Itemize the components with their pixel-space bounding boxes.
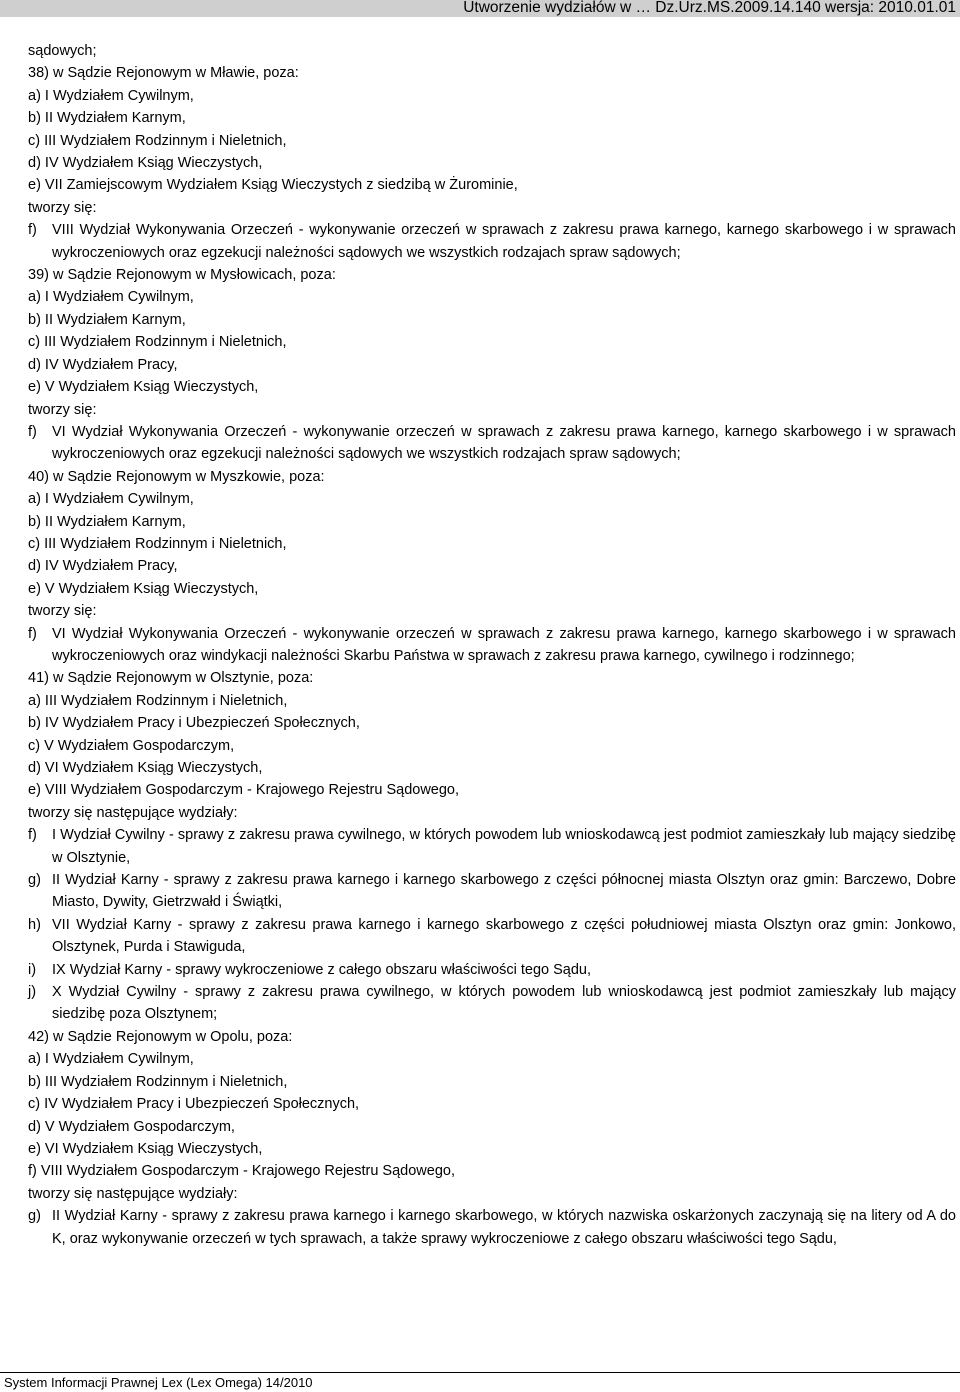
text-line: c) III Wydziałem Rodzinnym i Nieletnich, (28, 535, 287, 552)
list-item (28, 981, 956, 1026)
text-line: b) II Wydziałem Karnym, (28, 513, 186, 530)
item-text: VII Wydział Karny - sprawy z zakresu prawa karnego i karnego skarbowego z części południowej miasta Olsztyn oraz gmin: Jonkowo, Olsztynek, Purda i Stawiguda, (52, 916, 956, 956)
list-item (28, 219, 956, 264)
document-title: Utworzenie wydziałów w … Dz.Urz.MS.2009.14.140 wersja: 2010.01.01 (463, 0, 956, 16)
text-line: tworzy się następujące wydziały: (28, 1185, 238, 1202)
item-text: IX Wydział Karny - sprawy wykroczeniowe z całego obszaru właściwości tego Sądu, (52, 961, 592, 978)
text-line: 39) w Sądzie Rejonowym w Mysłowicach, poza: (28, 267, 336, 284)
text-line: tworzy się następujące wydziały: (28, 804, 238, 821)
text-line: e) VI Wydziałem Ksiąg Wieczystych, (28, 1140, 263, 1157)
text-line: a) III Wydziałem Rodzinnym i Nieletnich, (28, 692, 288, 709)
item-label: f) (28, 625, 37, 642)
text-line: e) V Wydziałem Ksiąg Wieczystych, (28, 379, 259, 396)
item-label: g) (28, 1208, 41, 1225)
item-text: VIII Wydział Wykonywania Orzeczeń - wykonywanie orzeczeń w sprawach z zakresu prawa karnego, karnego skarbowego i w sprawach wykroczeniowych oraz egzekucji należności sądowych we wszystkich rodzajach spraw sądowych; (52, 222, 956, 261)
text-line: e) V Wydziałem Ksiąg Wieczystych, (28, 580, 259, 597)
text-line: tworzy się: (28, 401, 97, 418)
text-line: c) III Wydziałem Rodzinnym i Nieletnich, (28, 132, 287, 149)
text-line: d) IV Wydziałem Pracy, (28, 558, 178, 575)
list-item (28, 1205, 956, 1250)
item-text: I Wydział Cywilny - sprawy z zakresu prawa cywilnego, w których powodem lub wnioskodawcą jest podmiot zamieszkały lub mający siedzibę w Olsztynie, (52, 827, 956, 866)
text-line: b) IV Wydziałem Pracy i Ubezpieczeń Społecznych, (28, 715, 360, 732)
text-line: f) VIII Wydziałem Gospodarczym - Krajowego Rejestru Sądowego, (28, 1163, 455, 1180)
list-item (28, 914, 956, 959)
item-label: f) (28, 222, 37, 239)
text-line: tworzy się: (28, 603, 97, 620)
list-item (28, 869, 956, 914)
text-line: a) I Wydziałem Cywilnym, (28, 87, 194, 104)
text-line: a) I Wydziałem Cywilnym, (28, 1051, 194, 1068)
text-line: a) I Wydziałem Cywilnym, (28, 491, 194, 508)
text-line: d) IV Wydziałem Pracy, (28, 356, 178, 373)
list-item (28, 421, 956, 466)
text-line: d) IV Wydziałem Ksiąg Wieczystych, (28, 155, 263, 172)
text-line: c) V Wydziałem Gospodarczym, (28, 737, 235, 754)
text-line: e) VII Zamiejscowym Wydziałem Ksiąg Wieczystych z siedzibą w Żurominie, (28, 177, 518, 194)
item-label: g) (28, 872, 41, 889)
item-label: h) (28, 916, 41, 933)
footer-divider (0, 1372, 960, 1373)
text-line: d) V Wydziałem Gospodarczym, (28, 1118, 235, 1135)
text-line: sądowych; (28, 43, 97, 59)
item-text: VI Wydział Wykonywania Orzeczeń - wykonywanie orzeczeń w sprawach z zakresu prawa karnego, karnego skarbowego i w sprawach wykroczeniowych oraz egzekucji należności sądowych we wszystkich rodzajach spraw sądowych; (52, 423, 956, 463)
item-text: X Wydział Cywilny - sprawy z zakresu prawa cywilnego, w których powodem lub wnioskodawcą jest podmiot zamieszkały lub mający siedzibę poza Olsztynem; (52, 984, 956, 1023)
text-line: b) III Wydziałem Rodzinnym i Nieletnich, (28, 1073, 288, 1090)
text-line: 42) w Sądzie Rejonowym w Opolu, poza: (28, 1028, 293, 1045)
text-line: 41) w Sądzie Rejonowym w Olsztynie, poza: (28, 670, 314, 687)
text-line: a) I Wydziałem Cywilnym, (28, 289, 194, 306)
item-label: i) (28, 961, 37, 978)
text-line: b) II Wydziałem Karnym, (28, 110, 186, 127)
document-body (28, 40, 956, 1250)
page-header (0, 0, 960, 17)
page-footer: System Informacji Prawnej Lex (Lex Omega) 14/2010 (4, 1375, 313, 1390)
item-label: f) (28, 423, 37, 440)
item-text: II Wydział Karny - sprawy z zakresu prawa karnego i karnego skarbowego, w których nazwiska oskarżonych zaczynają się na litery od A do K, oraz wykonywanie orzeczeń w tych sprawach, a także sprawy wykroczeniowe z całego obszaru właściwości tego Sądu, (52, 1208, 956, 1247)
text-line: c) III Wydziałem Rodzinnym i Nieletnich, (28, 334, 287, 351)
list-item (28, 959, 956, 981)
text-line: c) IV Wydziałem Pracy i Ubezpieczeń Społecznych, (28, 1096, 360, 1113)
list-item (28, 824, 956, 869)
text-line: tworzy się: (28, 199, 97, 216)
text-line: b) II Wydziałem Karnym, (28, 311, 186, 328)
text-line: e) VIII Wydziałem Gospodarczym - Krajowego Rejestru Sądowego, (28, 782, 460, 799)
text-line: 40) w Sądzie Rejonowym w Myszkowie, poza: (28, 468, 325, 485)
item-label: j) (28, 984, 37, 1001)
text-line: 38) w Sądzie Rejonowym w Mławie, poza: (28, 65, 299, 82)
list-item (28, 623, 956, 668)
item-label: f) (28, 827, 37, 844)
item-text: II Wydział Karny - sprawy z zakresu prawa karnego i karnego skarbowego z części północnej miasta Olsztyn oraz gmin: Barczewo, Dobre Miasto, Dywity, Gietrzwałd i Świątki, (52, 872, 956, 911)
item-text: VI Wydział Wykonywania Orzeczeń - wykonywanie orzeczeń w sprawach z zakresu prawa karnego, karnego skarbowego i w sprawach wykroczeniowych oraz windykacji należności Skarbu Państwa w sprawach z zakresu prawa karnego, cywilnego i rodzinnego; (52, 625, 956, 664)
text-line: d) VI Wydziałem Ksiąg Wieczystych, (28, 760, 263, 776)
